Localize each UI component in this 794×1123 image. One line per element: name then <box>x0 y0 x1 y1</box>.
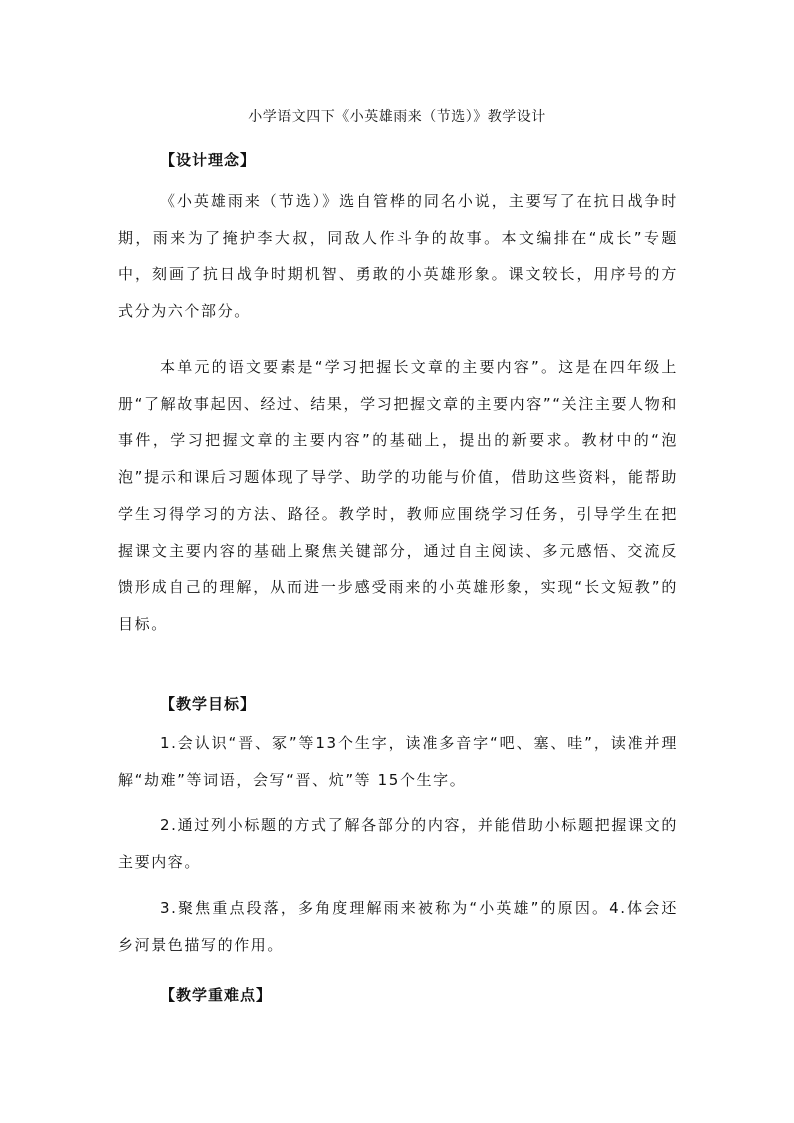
paragraph-design-concept-2: 本单元的语文要素是“学习把握长文章的主要内容”。这是在四年级上册“了解故事起因、经过、结果，学习把握文章的主要内容”“关注主要人物和事件，学习把握文章的主要内容”的基础上，提出的新要求。教材中的“泡泡”提示和课后习题体现了导学、助学的功能与价值，借助这些资料，能帮助学生习得学习的方法、路径。教学时，教师应围绕学习任务，引导学生在把握课文主要内容的基础上聚焦关键部分，通过自主阅读、多元感悟、交流反馈形成自己的理解，从而进一步感受雨来的小英雄形象，实现“长文短教”的目标。 <box>118 358 678 633</box>
paragraph-teaching-goal-1: 1.会认识“晋、冢”等13个生字，读准多音字“吧、塞、哇”，读准并理解“劫难”等词语，会写“晋、炕”等 15个生字。 <box>118 734 678 789</box>
section-heading-key-difficulties: 【教学重难点】 <box>160 986 273 1004</box>
paragraph-teaching-goal-2: 2.通过列小标题的方式了解各部分的内容，并能借助小标题把握课文的主要内容。 <box>118 816 678 871</box>
paragraph-teaching-goal-3: 3.聚焦重点段落，多角度理解雨来被称为“小英雄”的原因。4.体会还乡河景色描写的作用。 <box>118 899 678 954</box>
paragraph-design-concept-1: 《小英雄雨来（节选）》选自管桦的同名小说，主要写了在抗日战争时期，雨来为了掩护李大叔，同敌人作斗争的故事。本文编排在“成长”专题中，刻画了抗日战争时期机智、勇敢的小英雄形象。课文较长，用序号的方式分为六个部分。 <box>118 192 678 321</box>
page-title: 小学语文四下《小英雄雨来（节选）》教学设计 <box>248 109 546 125</box>
section-heading-teaching-goals: 【教学目标】 <box>160 695 257 713</box>
section-heading-design-concept: 【设计理念】 <box>160 151 257 169</box>
